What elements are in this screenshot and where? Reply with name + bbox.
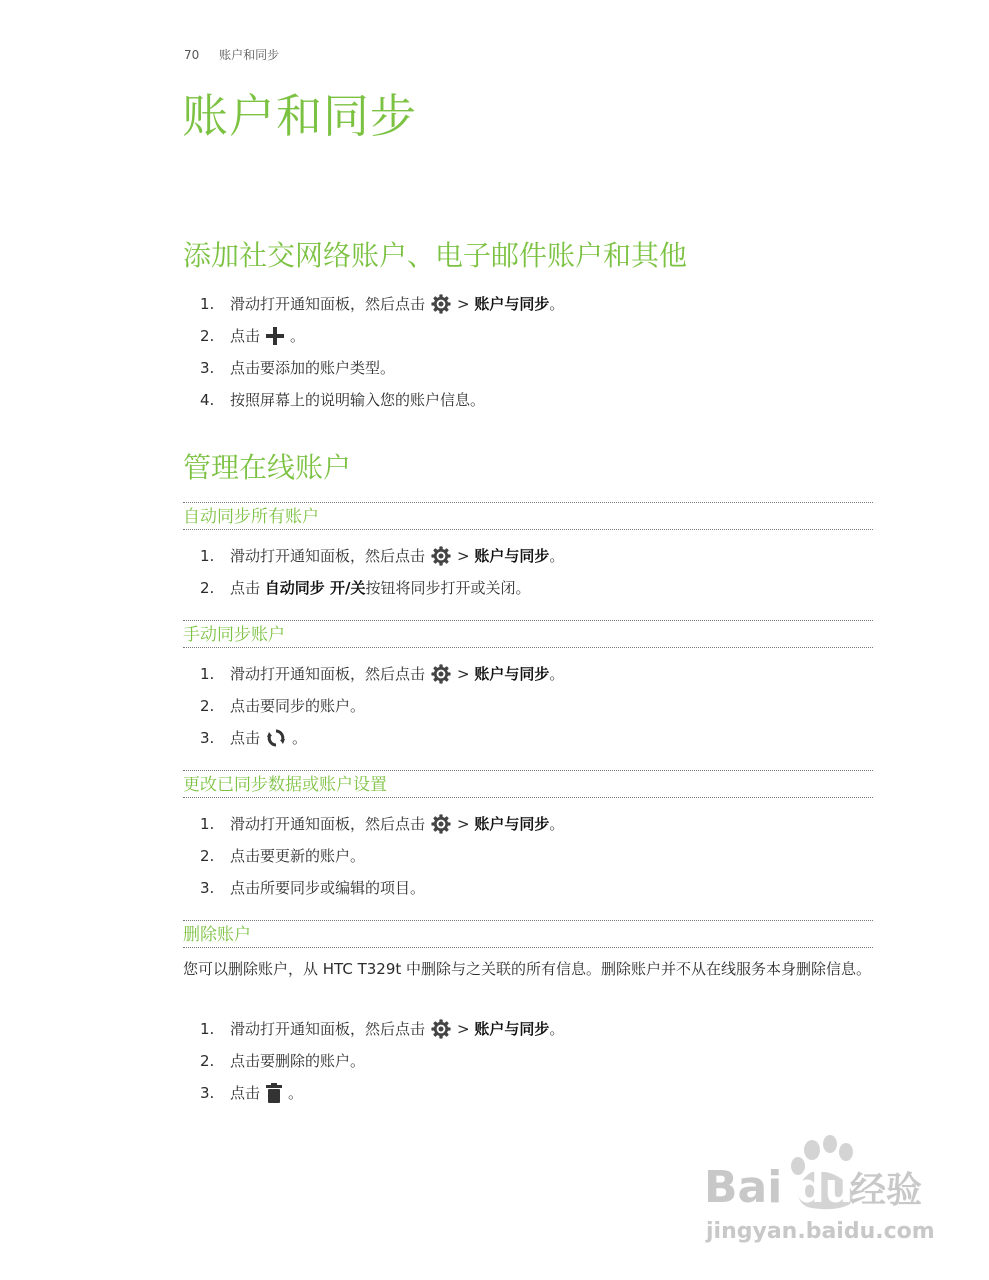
list-item: 2. 点击要更新的账户。 [200, 847, 366, 865]
baidu-watermark-logo [700, 1130, 940, 1250]
gear-icon [431, 814, 451, 834]
manual-sync-steps [200, 658, 564, 754]
page-title: 账户和同步 [182, 89, 417, 143]
page-header [184, 46, 279, 63]
list-item: 1. 滑动打开通知面板，然后点击 > 账户与同步 。 [200, 295, 565, 313]
subheading-auto-sync: 自动同步所有账户 [183, 502, 873, 530]
list-item: 2. 点击要同步的账户。 [200, 697, 366, 715]
subheading-manual-sync: 手动同步账户 [183, 620, 873, 648]
list-item: 3. 点击要添加的账户类型。 [200, 359, 396, 377]
list-item: 2. 点击 自动同步 开/关 按钮将同步打开或关闭。 [200, 579, 531, 597]
sync-icon [266, 728, 286, 748]
svg-text:Bai: Bai [704, 1162, 783, 1213]
list-item: 3. 点击 。 [200, 1084, 304, 1102]
trash-icon [266, 1083, 282, 1103]
header-section: 账户和同步 [219, 48, 280, 62]
page-number: 70 [184, 48, 200, 62]
plus-icon [266, 327, 284, 345]
list-item: 3. 点击 。 [200, 729, 308, 747]
list-item: 4. 按照屏幕上的说明输入您的账户信息。 [200, 391, 486, 409]
auto-sync-steps [200, 540, 564, 604]
add-accounts-steps [200, 288, 564, 416]
list-item: 1. 滑动打开通知面板，然后点击 > 账户与同步 。 [200, 815, 565, 833]
section-heading-manage-accounts: 管理在线账户 [183, 451, 352, 484]
list-item: 1. 滑动打开通知面板，然后点击 > 账户与同步 。 [200, 665, 565, 683]
gear-icon [431, 1019, 451, 1039]
gear-icon [431, 546, 451, 566]
delete-account-description: 您可以删除账户，从 HTC T329t 中删除与之关联的所有信息。删除账户并不从在线服务本身删除信息。 [183, 960, 872, 978]
watermark-url: jingyan.baidu.com [706, 1219, 935, 1244]
list-item: 1. 滑动打开通知面板，然后点击 > 账户与同步 。 [200, 1020, 565, 1038]
svg-text:经验: 经验 [850, 1170, 923, 1211]
change-settings-steps [200, 808, 564, 904]
section-heading-add-accounts: 添加社交网络账户、电子邮件账户和其他 [183, 239, 688, 272]
svg-text:du: du [796, 1166, 854, 1212]
list-item: 2. 点击 。 [200, 327, 306, 345]
list-item: 1. 滑动打开通知面板，然后点击 > 账户与同步 。 [200, 547, 565, 565]
gear-icon [431, 294, 451, 314]
list-item: 2. 点击要删除的账户。 [200, 1052, 366, 1070]
delete-account-steps [200, 1013, 564, 1109]
subheading-change-settings: 更改已同步数据或账户设置 [183, 770, 873, 798]
gear-icon [431, 664, 451, 684]
subheading-delete-account: 删除账户 [183, 920, 873, 948]
list-item: 3. 点击所要同步或编辑的项目。 [200, 879, 426, 897]
